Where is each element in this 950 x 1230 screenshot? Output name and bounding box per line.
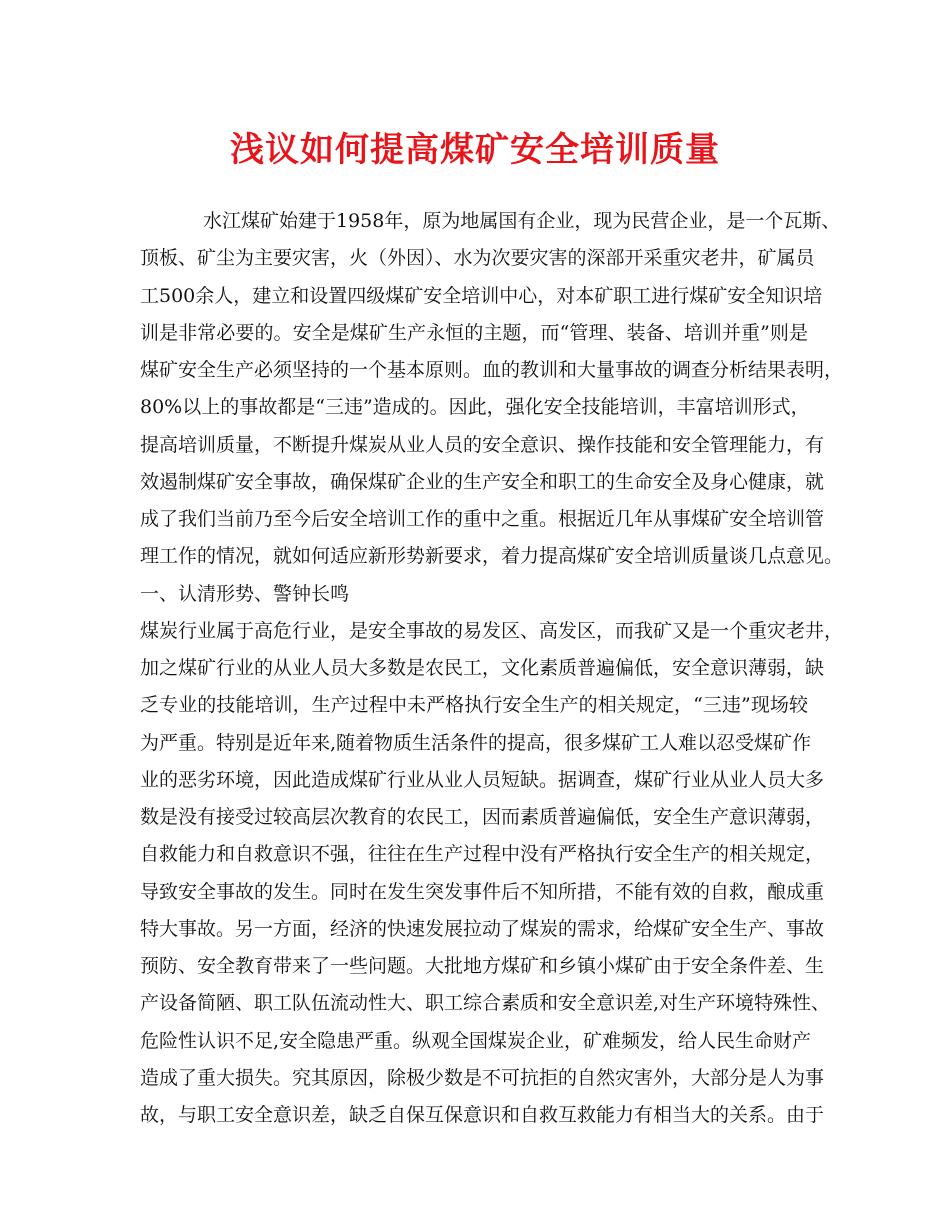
text-line: 成了我们当前乃至今后安全培训工作的重中之重。根据近几年从事煤矿安全培训管 bbox=[140, 508, 825, 530]
text-line: 为严重。特别是近年来,随着物质生活条件的提高，很多煤矿工人难以忍受煤矿作 bbox=[140, 731, 812, 754]
text-line: 业的恶劣环境，因此造成煤矿行业从业人员短缺。据调查，煤矿行业从业人员大多 bbox=[140, 768, 825, 791]
text-line: 训是非常必要的。安全是煤矿生产永恒的主题，而“管理、装备、培训并重”则是 bbox=[140, 321, 808, 344]
text-line: 导致安全事故的发生。同时在发生突发事件后不知所措，不能有效的自救，酿成重 bbox=[140, 880, 825, 903]
text-line: 自救能力和自救意识不强，往往在生产过程中没有严格执行安全生产的相关规定， bbox=[140, 843, 825, 866]
text-line: 理工作的情况，就如何适应新形势新要求，着力提高煤矿安全培训质量谈几点意见。 bbox=[140, 545, 844, 568]
text-line: 煤炭行业属于高危行业，是安全事故的易发区、高发区，而我矿又是一个重灾老井， bbox=[140, 619, 844, 642]
text-line: 乏专业的技能培训，生产过程中未严格执行安全生产的相关规定，“三违”现场较 bbox=[140, 694, 808, 717]
text-line: 数是没有接受过较高层次教育的农民工，因而素质普遍偏低，安全生产意识薄弱， bbox=[140, 806, 825, 828]
document-body bbox=[0, 203, 950, 1134]
text-line: 工500余人，建立和设置四级煤矿安全培训中心，对本矿职工进行煤矿安全知识培 bbox=[140, 284, 823, 307]
text-line: 预防、安全教育带来了一些问题。大批地方煤矿和乡镇小煤矿由于安全条件差、生 bbox=[140, 955, 825, 977]
text-line: 特大事故。另一方面，经济的快速发展拉动了煤炭的需求，给煤矿安全生产、事故 bbox=[140, 917, 825, 940]
text-line: 80%以上的事故都是“三违”造成的。因此，强化安全技能培训，丰富培训形式， bbox=[140, 396, 810, 419]
text-line: 故，与职工安全意识差，缺乏自保互保意识和自救互救能力有相当大的关系。由于 bbox=[140, 1104, 825, 1126]
text-line: 煤矿安全生产必须坚持的一个基本原则。血的教训和大量事故的调查分析结果表明， bbox=[140, 359, 844, 381]
text-line: 水江煤矿始建于1958年，原为地属国有企业，现为民营企业，是一个瓦斯、 bbox=[203, 210, 841, 232]
text-line: 产设备简陋、职工队伍流动性大、职工综合素质和安全意识差,对生产环境特殊性、 bbox=[140, 992, 831, 1015]
text-line: 危险性认识不足,安全隐患严重。纵观全国煤炭企业，矿难频发，给人民生命财产 bbox=[140, 1029, 812, 1052]
section-heading: 一、认清形势、警钟长鸣 bbox=[140, 582, 350, 605]
text-line: 造成了重大损失。究其原因，除极少数是不可抗拒的自然灾害外，大部分是人为事 bbox=[140, 1066, 825, 1089]
text-line: 顶板、矿尘为主要灾害，火（外因）、水为次要灾害的深部开采重灾老井，矿属员 bbox=[140, 247, 815, 270]
text-line: 加之煤矿行业的从业人员大多数是农民工，文化素质普遍偏低，安全意识薄弱，缺 bbox=[140, 657, 825, 679]
text-line: 提高培训质量，不断提升煤炭从业人员的安全意识、操作技能和安全管理能力，有 bbox=[140, 433, 825, 456]
document-title: 浅议如何提高煤矿安全培训质量 bbox=[230, 130, 720, 170]
text-line: 效遏制煤矿安全事故，确保煤矿企业的生产安全和职工的生命安全及身心健康，就 bbox=[140, 470, 825, 493]
